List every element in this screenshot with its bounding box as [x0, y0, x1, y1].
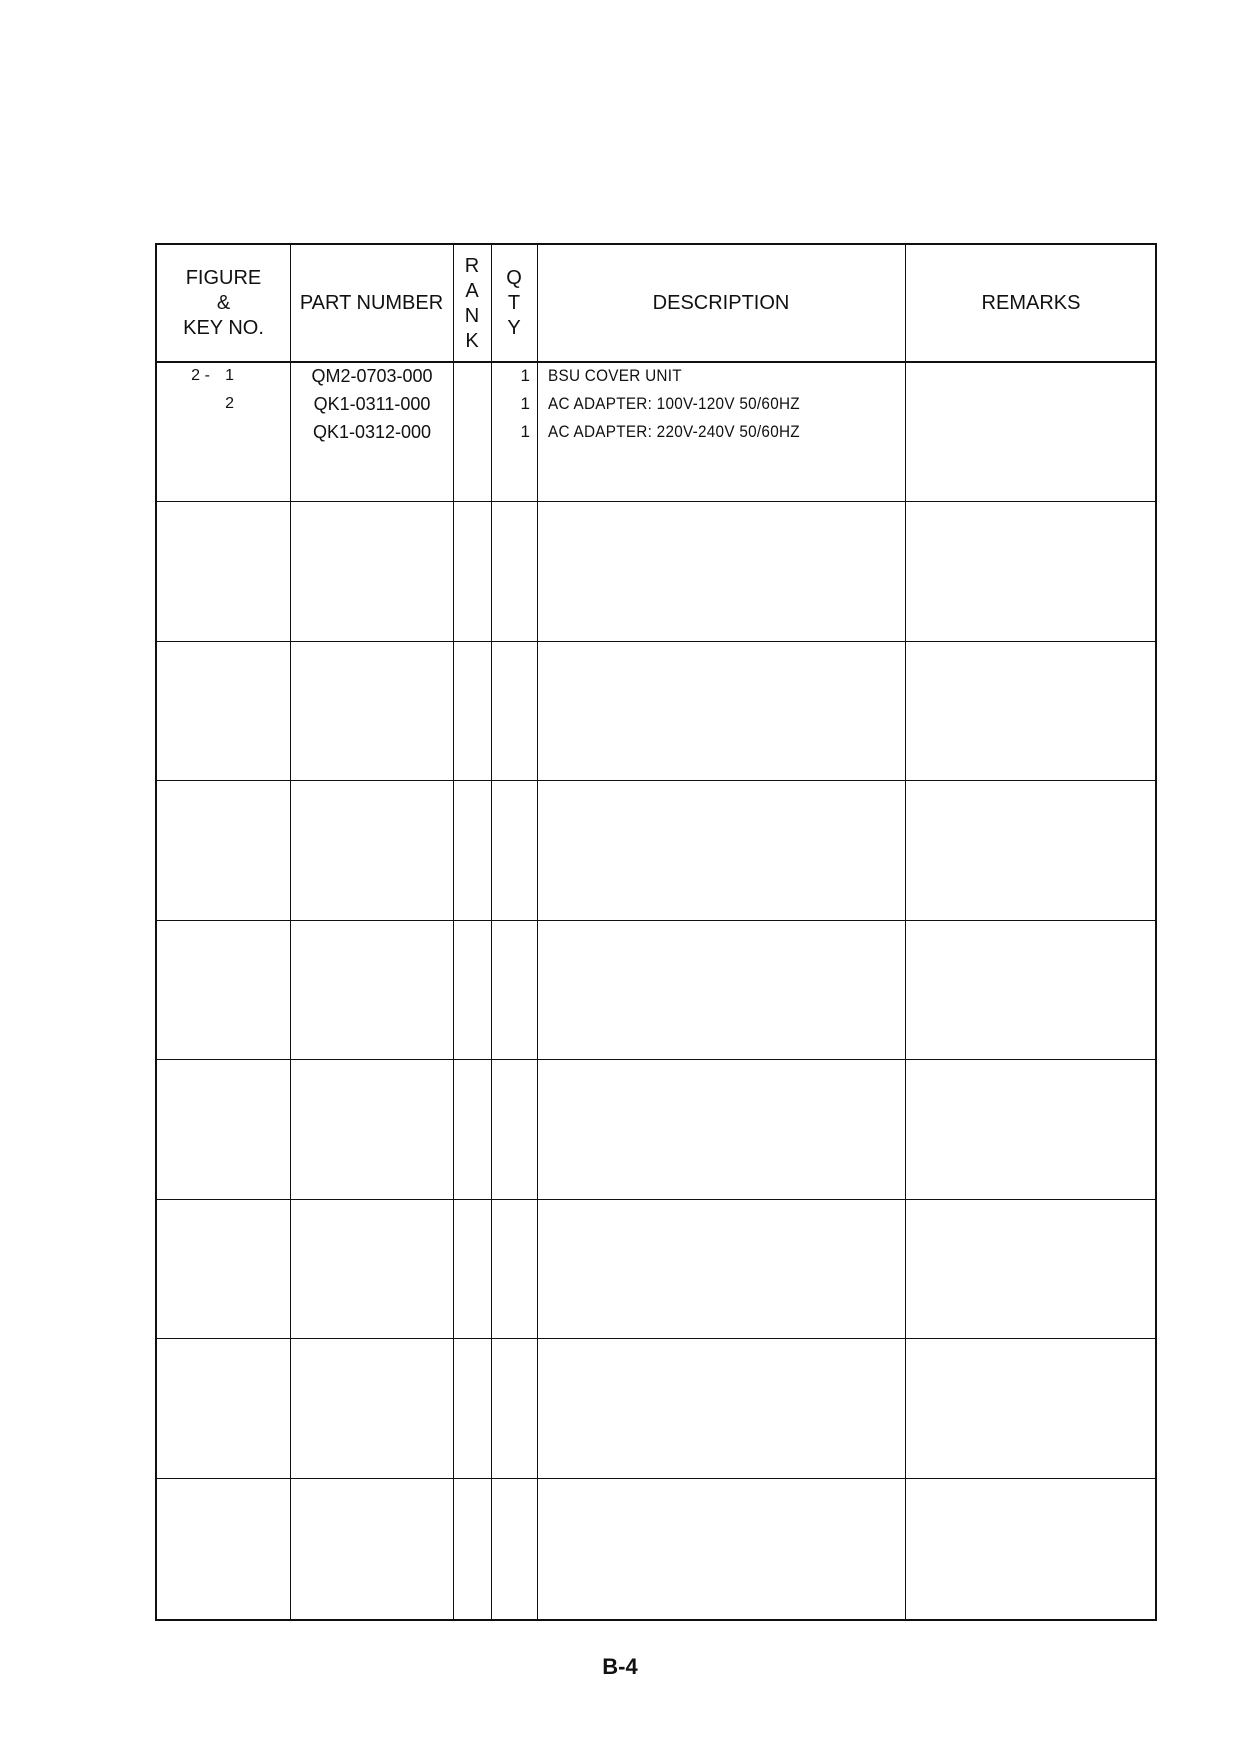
key-number: 2 — [225, 395, 235, 412]
header-description — [537, 245, 905, 362]
description-cell: AC ADAPTER: 100V-120V 50/60HZ — [548, 394, 800, 413]
table-row — [157, 362, 1155, 390]
header-rank-letter: A — [465, 279, 479, 302]
header-key-no-line: KEY NO. — [183, 317, 264, 339]
column-divider — [453, 245, 454, 1619]
row-block-divider — [157, 1059, 1155, 1060]
table-row — [157, 418, 1155, 446]
row-block-divider — [157, 501, 1155, 502]
row-block-divider — [157, 1199, 1155, 1200]
qty-cell: 1 — [520, 366, 530, 385]
part-number-cell: QK1-0311-000 — [313, 394, 431, 414]
parts-list-table — [155, 243, 1157, 1621]
header-rank-letter: R — [464, 254, 480, 277]
header-remarks-label: REMARKS — [981, 292, 1081, 314]
table-row — [157, 390, 1155, 418]
header-rank-letter: K — [465, 329, 479, 352]
figure-key-cell — [181, 418, 241, 446]
figure-separator: - — [204, 367, 211, 384]
header-remarks — [905, 245, 1157, 362]
description-cell: AC ADAPTER: 220V-240V 50/60HZ — [548, 422, 800, 441]
header-qty — [491, 245, 537, 362]
key-number: 1 — [225, 367, 235, 384]
header-figure-line: FIGURE — [185, 267, 262, 289]
figure-key-cell — [181, 362, 241, 390]
header-rank-letter: N — [464, 304, 480, 327]
header-part-number-label: PART NUMBER — [299, 292, 444, 314]
qty-cell: 1 — [520, 422, 530, 441]
header-description-label: DESCRIPTION — [652, 292, 790, 314]
column-divider — [905, 245, 906, 1619]
header-rank — [453, 245, 491, 362]
header-qty-letter: Q — [506, 267, 522, 289]
qty-cell: 1 — [520, 394, 530, 413]
row-block-divider — [157, 1338, 1155, 1339]
header-figure-key — [157, 245, 290, 362]
figure-number: 2 — [191, 367, 201, 384]
page-number: B-4 — [602, 1654, 638, 1679]
row-block-divider — [157, 780, 1155, 781]
column-divider — [537, 245, 538, 1619]
row-block-divider — [157, 1478, 1155, 1479]
part-number-cell: QM2-0703-000 — [311, 366, 433, 386]
row-block-divider — [157, 641, 1155, 642]
header-qty-letter: Y — [507, 317, 521, 339]
description-cell: BSU COVER UNIT — [548, 366, 682, 385]
row-block-divider — [157, 920, 1155, 921]
column-divider — [290, 245, 291, 1619]
header-part-number — [290, 245, 453, 362]
column-divider — [491, 245, 492, 1619]
part-number-cell: QK1-0312-000 — [312, 422, 432, 442]
header-qty-letter: T — [507, 292, 521, 314]
figure-key-cell — [181, 390, 241, 418]
header-ampersand-line: & — [216, 292, 231, 314]
